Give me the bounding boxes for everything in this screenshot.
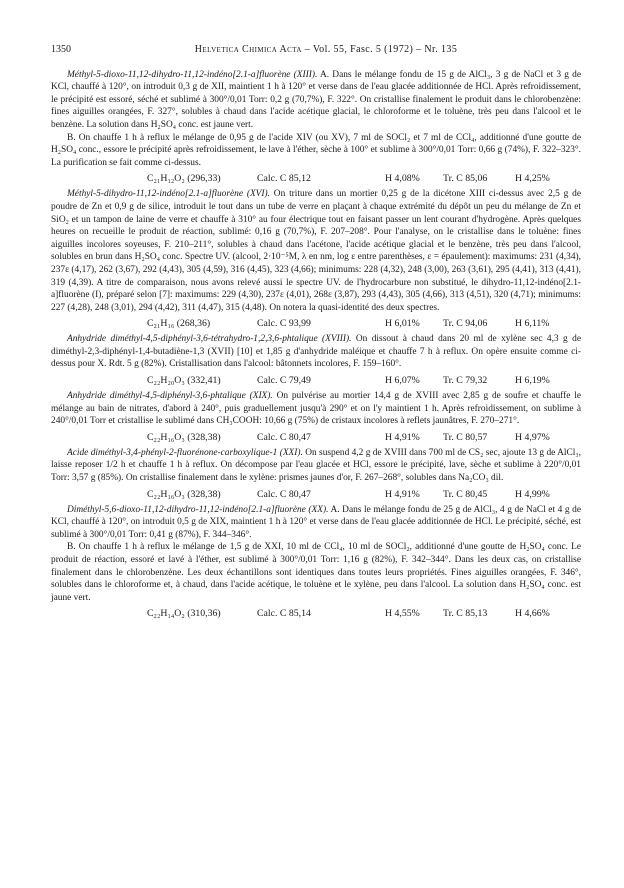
calc-hydrogen: H 6,07%: [385, 375, 420, 387]
paragraph: [51, 504, 581, 542]
compound-title: Anhydride diméthyl-4,5-diphényl-3,6-phtalique (XIX).: [67, 391, 273, 402]
found-hydrogen: H 6,19%: [515, 375, 550, 387]
analysis-line: [51, 172, 581, 185]
analysis-line: [51, 431, 581, 444]
paragraph-text: B. On chauffe 1 h à reflux le mélange de 1,5 g de XXI, 10 ml de CCl₄, 10 ml de SOCl₂, additionné d'une goutte de H₂SO₄ conc. Le produit de réaction, essoré et lavé à l'éther, est sublimé à 300°/0,01 Torr: 1,16 g (82%), F. 342–344°. Dans les deux cas, on cristallise finalement dans le chlorobenzène. Les deux échantillons sont identiques dans toutes leurs propriétés. Fines aiguilles orangées, F. 346°, solubles dans le chloroforme et, à chaud, dans l'acide acétique, le toluène et le xylène, peu dans l'alcool. La solution dans H₂SO₄ conc. est jaune vert.: [51, 542, 581, 603]
compound-title: Diméthyl-5,6-dioxo-11,12-dihydro-11,12-indéno[2.1-a]fluorène (XX).: [67, 504, 329, 515]
calc-hydrogen: H 6,01%: [385, 318, 420, 330]
calc-carbon: Calc. C 85,12: [257, 173, 311, 185]
molecular-formula: C₂₂H₁₄O₂ (310,36): [147, 608, 221, 620]
paragraph: [51, 541, 581, 604]
paragraph-text: A. Dans le mélange fondu de 25 g de AlCl₃, 4 g de NaCl et 4 g de KCl, chauffé à 120°, on introduit 0,5 g de XIX, maintient 1 h à 120° et verse dans de l'eau glacée additionnée de HCl. Le précipité, séché, est sublimé à 300°/0,01 Torr: 0,41 g (87%), F. 344–346°.: [51, 504, 581, 540]
compound-title: Anhydride diméthyl-4,5-diphényl-3,6-tétrahydro-1,2,3,6-phtalique (XVIII).: [67, 334, 352, 345]
compound-title: Méthyl-5-dioxo-11,12-dihydro-11,12-indéno[2.1-a]fluorène (XIII).: [67, 69, 318, 80]
analysis-line: [51, 374, 581, 387]
analysis-line: [51, 488, 581, 501]
calc-hydrogen: H 4,55%: [385, 608, 420, 620]
found-carbon: Tr. C 85,13: [443, 608, 488, 620]
found-hydrogen: H 6,11%: [515, 318, 550, 330]
paragraph-text: B. On chauffe 1 h à reflux le mélange de 0,95 g de l'acide XIV (ou XV), 7 ml de SOCl₂ et 7 ml de CCl₄, additionné d'une goutte de H₂SO₄ conc., essore le précipité après refroidissement, le lave à l'éther, sèche à 100° et sublime à 300°/0,01 Torr: 0,66 g (74%), F. 322–323°. La purification se fait comme ci-dessus.: [51, 132, 581, 168]
found-carbon: Tr. C 80,45: [443, 488, 488, 500]
paragraph: [51, 447, 581, 485]
analysis-line: [51, 317, 581, 330]
molecular-formula: C₂₂H₁₆O₃ (328,38): [147, 488, 221, 500]
molecular-formula: C₂₁H₁₂O₂ (296,33): [147, 173, 221, 185]
calc-carbon: Calc. C 79,49: [257, 375, 311, 387]
found-hydrogen: H 4,25%: [515, 173, 550, 185]
paragraph-text: On suspend 4,2 g de XVIII dans 700 ml de CS₂ sec, ajoute 13 g de AlCl₃, laisse reposer 1/2 h et chauffe 1 h à reflux. On décompose par l'eau glacée et HCl, essore le précipité, lave, sèche et sublime à 220°/0,01 Torr: 3,57 g (85%). On cristallise finalement dans le xylène: prismes jaunes d'or, F. 267–268°, solubles dans Na₂CO₃ dil.: [51, 447, 581, 484]
page-header: [51, 44, 581, 57]
calc-hydrogen: H 4,91%: [385, 488, 420, 500]
calc-hydrogen: H 4,08%: [385, 173, 420, 185]
paragraph: [51, 188, 581, 314]
found-carbon: Tr. C 94,06: [443, 318, 488, 330]
paragraph: [51, 333, 581, 371]
paragraph: [51, 132, 581, 170]
paragraph-text: On pulvérise au mortier 14,4 g de XVIII avec 2,85 g de soufre et chauffe le mélange au bain de nitrates, d'abord à 240°, puis graduellement jusqu'à 290° et on l'y maintient 1 h. Après refroidissement, on sublime à 240°/0,01 Torr et cristallise le sublimé dans CH₃COOH: 10,66 g (75%) de cristaux incolores à reflets jaunâtres, F. 270–271°.: [51, 391, 581, 427]
molecular-formula: C₂₂H₂₀O₃ (332,41): [147, 375, 221, 387]
article-body: [51, 69, 581, 621]
molecular-formula: C₂₂H₁₆O₃ (328,38): [147, 431, 221, 443]
journal-name: Helvetica Chimica Acta: [194, 44, 302, 55]
found-carbon: Tr. C 80,57: [443, 431, 488, 443]
found-hydrogen: H 4,66%: [515, 608, 550, 620]
paragraph: [51, 390, 581, 428]
calc-carbon: Calc. C 85,14: [257, 608, 311, 620]
compound-title: Acide diméthyl-3,4-phényl-2-fluorénone-carboxylique-1 (XXI).: [67, 447, 303, 458]
calc-carbon: Calc. C 93,99: [257, 318, 311, 330]
running-head: [71, 44, 581, 57]
compound-title: Méthyl-5-dihydro-11,12-indéno[2.1-a]fluorène (XVI).: [67, 189, 270, 200]
analysis-line: [51, 607, 581, 620]
calc-carbon: Calc. C 80,47: [257, 488, 311, 500]
page-number: 1350: [51, 44, 71, 55]
found-carbon: Tr. C 79,32: [443, 375, 488, 387]
issue-info: – Vol. 55, Fasc. 5 (1972) – Nr. 135: [301, 44, 458, 55]
paragraph-text: A. Dans le mélange fondu de 15 g de AlCl₃, 3 g de NaCl et 3 g de KCl, chauffé à 120°, on introduit 0,3 g de XII, maintient 1 h à 120° et verse dans de l'eau glacée additionnée de HCl. Après refroidissement, le précipité est essoré, séché et sublimé à 300°/0,01 Torr: 0,2 g (70,7%), F. 322°. On cristallise finalement le produit dans le chlorobenzène: fines aiguilles orangées, F. 327°, solubles à chaud dans l'acide acétique glacial, le chloroforme et le toluène, très peu dans l'alcool et le benzène. La solution dans H₂SO₄ conc. est jaune vert.: [51, 69, 581, 130]
paragraph-text: On triture dans un mortier 0,25 g de la dicétone XIII ci-dessus avec 2,5 g de poudre de Zn et 0,9 g de silice, introduit le tout dans un tube de verre en plaçant à chaque extrémité du dépôt un peu du mélange de Zn et SiO₂ et un tampon de laine de verre et chauffe à 310° au four électrique tout en faisant passer un lent courant d'hydrogène. Après quelques heures on recueille le produit de réaction, sublimé: 0,16 g (70,7%), F. 207–208°. Pour l'analyse, on le cristallise dans le toluène: fines aiguilles incolores soyeuses, F. 210–211°, solubles à chaud dans l'acétone, l'acide acétique glacial et le benzène, très peu dans l'alcool, solubles en brun dans H₂SO₄ conc. Spectre UV. (alcool, 2·10⁻⁵M, λ en nm, log ε entre parenthèses, ε = épaulement): maximums: 231 (4,34), 237ε (4,17), 262 (3,67), 292 (4,43), 305 (4,59), 316 (4,45), 323 (4,66); minimums: 228 (4,32), 248 (3,00), 263 (3,61), 295 (4,41), 313 (4,41), 319 (4,39). A titre de comparaison, nous avons relevé aussi le spectre UV. de l'hydrocarbure non substitué, le dihydro-11,12-indéno[2.1-a]fluorène (I), préparé selon [7]: maximums: 229 (4,30), 237ε (4,01), 268ε (3,87), 293 (4,43), 305 (4,66), 313 (4,51), 320 (4,71); minimums: 227 (4,28), 248 (3,01), 294 (4,42), 311 (4,47), 315 (4,48). On notera la quasi-identité des deux spectres.: [51, 189, 581, 313]
calc-carbon: Calc. C 80,47: [257, 431, 311, 443]
found-hydrogen: H 4,97%: [515, 431, 550, 443]
journal-page: [51, 44, 581, 623]
molecular-formula: C₂₁H₁₆ (268,36): [147, 318, 211, 330]
paragraph: [51, 69, 581, 132]
found-carbon: Tr. C 85,06: [443, 173, 488, 185]
calc-hydrogen: H 4,91%: [385, 431, 420, 443]
paragraph-text: On dissout à chaud dans 20 ml de xylène sec 4,3 g de diméthyl-2,3-diphényl-1,4-butadiène-1,3 (XVII) [10] et 1,85 g d'anhydride maléique et chauffe 7 h à reflux. On opère ensuite comme ci-dessus pour X. Rdt. 5 g (82%). Cristallisation dans l'alcool: bâtonnets incolores, F. 159–160°.: [51, 334, 581, 370]
found-hydrogen: H 4,99%: [515, 488, 550, 500]
